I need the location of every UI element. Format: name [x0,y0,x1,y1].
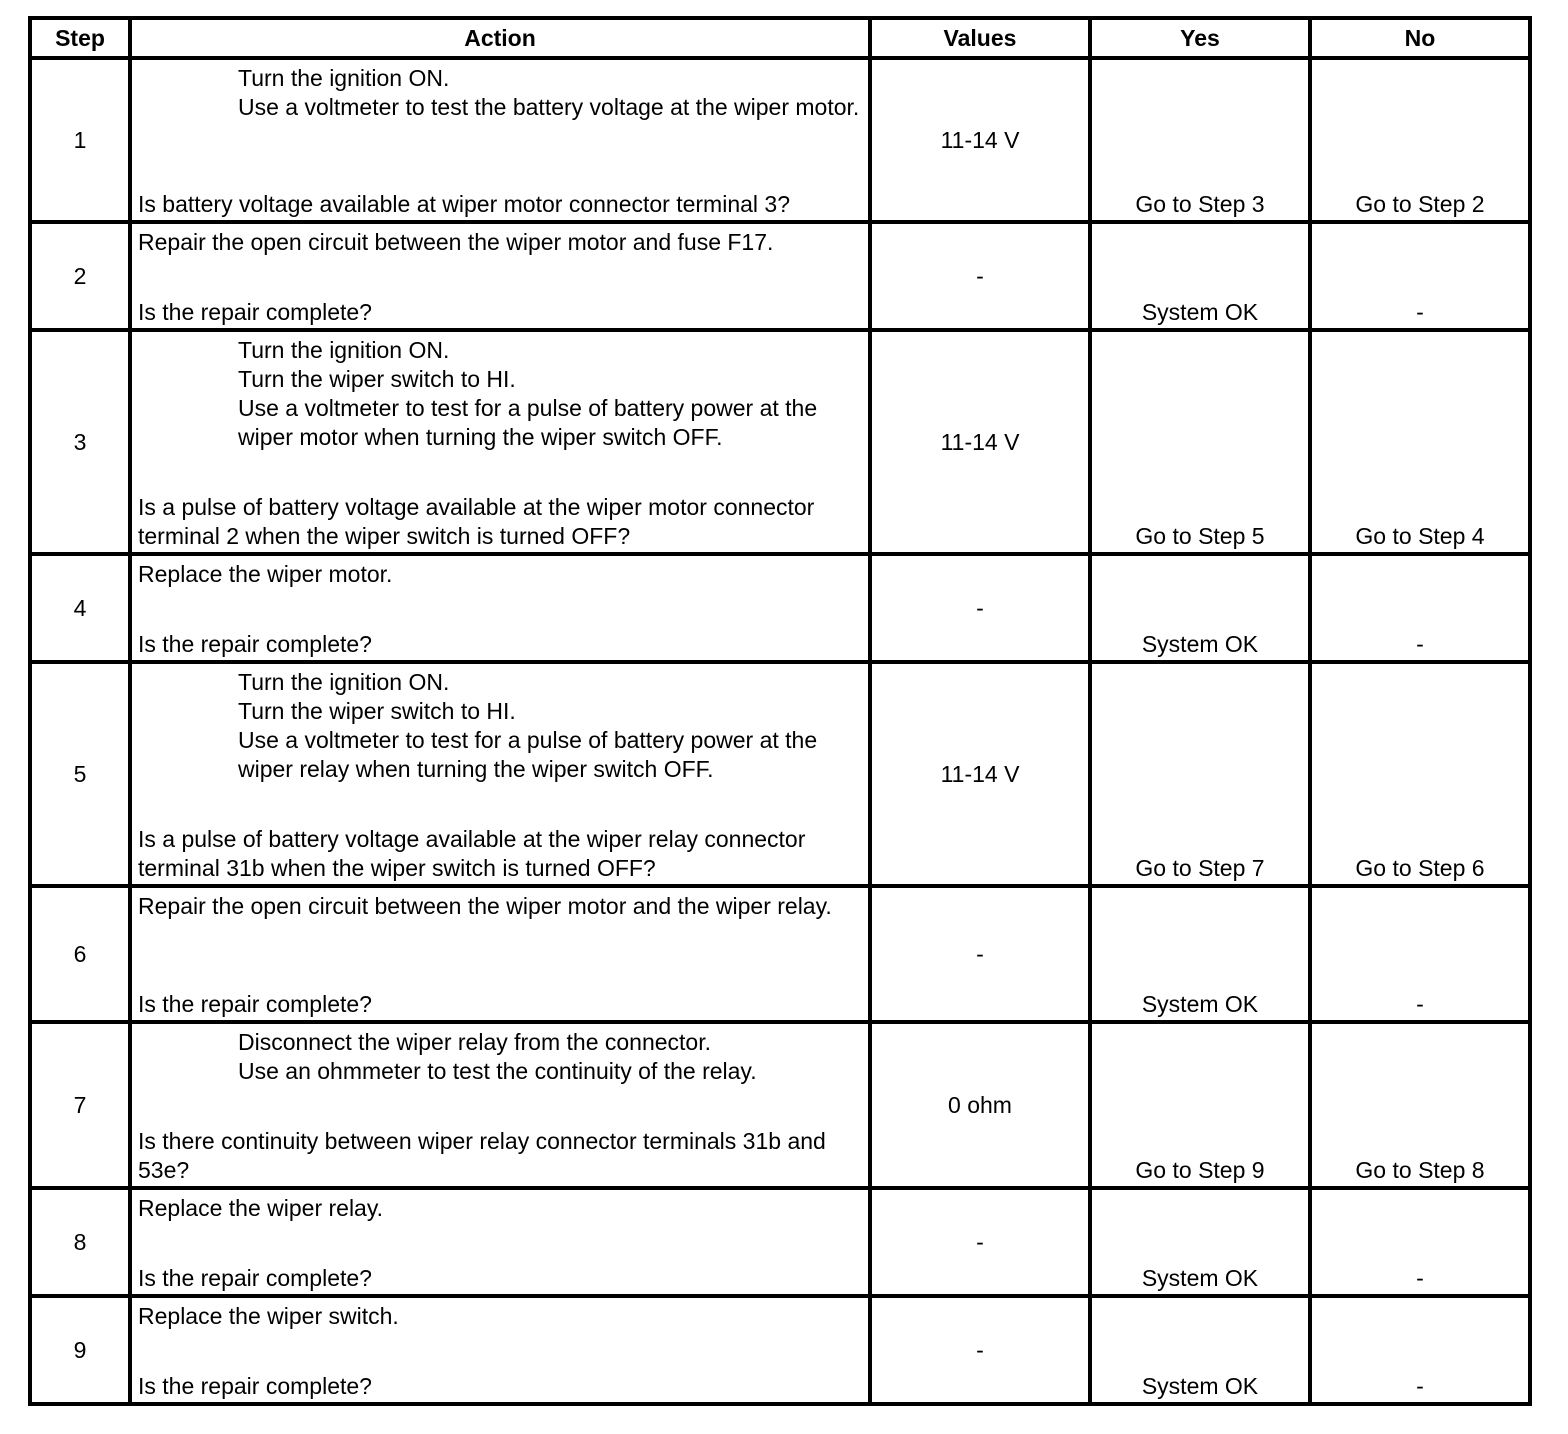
yes-cell [1090,1296,1310,1404]
action-content [132,556,868,660]
no-cell [1310,222,1530,330]
header-values: Values [870,18,1090,58]
values-cell: - [870,554,1090,662]
yes-outcome: Go to Step 3 [1135,191,1265,217]
table-body [30,58,1530,1404]
action-question: Is the repair complete? [138,1265,372,1291]
action-text: Replace the wiper switch. [138,1303,399,1329]
step-number: 1 [30,58,130,222]
no-outcome: Go to Step 6 [1355,855,1485,881]
action-question: Is the repair complete? [138,631,372,657]
table-row [30,1188,1530,1296]
action-text: Replace the wiper relay. [138,1195,384,1221]
step-number: 6 [30,886,130,1022]
action-question: Is the repair complete? [138,299,372,325]
no-cell [1310,1296,1530,1404]
action-cell [130,330,870,554]
table-row [30,1022,1530,1188]
action-content [132,1298,868,1402]
step-number: 4 [30,554,130,662]
action-cell [130,1022,870,1188]
no-outcome: - [1416,299,1424,325]
action-step-item: Turn the ignition ON. [238,65,450,91]
yes-cell [1090,1022,1310,1188]
yes-cell [1090,58,1310,222]
action-text: Repair the open circuit between the wiper motor and the wiper relay. [138,893,832,919]
action-cell [130,222,870,330]
action-question: Is the repair complete? [138,991,372,1017]
values-cell: - [870,886,1090,1022]
yes-outcome: System OK [1141,299,1259,325]
action-cell [130,886,870,1022]
step-number: 5 [30,662,130,886]
no-cell [1310,330,1530,554]
action-content [132,60,868,220]
no-cell [1310,886,1530,1022]
values-cell: 11-14 V [870,58,1090,222]
yes-outcome: System OK [1141,1373,1259,1399]
action-question: Is a pulse of battery voltage available at the wiper motor connector terminal 2 when the wiper switch is turned OFF? [138,494,815,549]
step-number: 7 [30,1022,130,1188]
no-outcome: Go to Step 2 [1355,191,1485,217]
table-row [30,554,1530,662]
action-step-item: Use a voltmeter to test for a pulse of battery power at the wiper relay when turning the wiper switch OFF. [238,727,818,782]
no-cell [1310,1188,1530,1296]
values-cell: 11-14 V [870,330,1090,554]
yes-outcome: Go to Step 7 [1135,855,1265,881]
no-outcome: - [1416,1373,1424,1399]
no-cell [1310,662,1530,886]
values-cell: - [870,1296,1090,1404]
values-cell: 11-14 V [870,662,1090,886]
yes-outcome: System OK [1141,991,1259,1017]
action-step-item: Turn the wiper switch to HI. [238,698,516,724]
action-instructions [138,892,864,921]
action-content [132,332,868,552]
no-outcome: - [1416,1265,1424,1291]
yes-outcome: Go to Step 9 [1135,1157,1265,1183]
no-outcome: Go to Step 8 [1355,1157,1485,1183]
action-cell [130,554,870,662]
action-cell [130,1188,870,1296]
header-no: No [1310,18,1530,58]
action-steps-list [138,336,864,452]
table-row [30,662,1530,886]
yes-outcome: System OK [1141,1265,1259,1291]
table-row [30,58,1530,222]
action-step-item: Disconnect the wiper relay from the connector. [238,1029,712,1055]
no-outcome: - [1416,631,1424,657]
header-row [30,18,1530,58]
action-step-item: Use an ohmmeter to test the continuity of the relay. [238,1058,757,1084]
action-content [132,224,868,328]
yes-cell [1090,662,1310,886]
action-step-item: Use a voltmeter to test the battery voltage at the wiper motor. [238,94,860,120]
action-question: Is a pulse of battery voltage available at the wiper relay connector terminal 31b when the wiper switch is turned OFF? [138,826,806,881]
action-content [132,1190,868,1294]
action-instructions [138,336,864,452]
action-cell [130,1296,870,1404]
no-cell [1310,1022,1530,1188]
action-step-item: Turn the ignition ON. [238,337,450,363]
action-content [132,1024,868,1186]
action-step-item: Use a voltmeter to test for a pulse of battery power at the wiper motor when turning the wiper switch OFF. [238,395,818,450]
action-instructions [138,1302,864,1331]
action-instructions [138,1194,864,1223]
action-instructions [138,560,864,589]
action-text: Replace the wiper motor. [138,561,393,587]
header-action: Action [130,18,870,58]
yes-outcome: System OK [1141,631,1259,657]
action-content [132,888,868,1020]
step-number: 8 [30,1188,130,1296]
action-cell [130,58,870,222]
action-text: Repair the open circuit between the wiper motor and fuse F17. [138,229,774,255]
no-outcome: - [1416,991,1424,1017]
step-number: 9 [30,1296,130,1404]
action-question: Is there continuity between wiper relay connector terminals 31b and 53e? [138,1128,826,1183]
action-cell [130,662,870,886]
yes-cell [1090,886,1310,1022]
yes-cell [1090,554,1310,662]
action-step-item: Turn the wiper switch to HI. [238,366,516,392]
action-steps-list [138,668,864,784]
action-question: Is the repair complete? [138,1373,372,1399]
yes-cell [1090,330,1310,554]
yes-cell [1090,1188,1310,1296]
action-content [132,664,868,884]
action-instructions [138,64,864,122]
action-instructions [138,668,864,784]
no-cell [1310,554,1530,662]
action-question: Is battery voltage available at wiper motor connector terminal 3? [138,191,790,217]
step-number: 3 [30,330,130,554]
no-cell [1310,58,1530,222]
action-step-item: Turn the ignition ON. [238,669,450,695]
table-row [30,330,1530,554]
table-row [30,886,1530,1022]
values-cell: - [870,222,1090,330]
values-cell: - [870,1188,1090,1296]
action-steps-list [138,64,864,122]
table-row [30,222,1530,330]
action-instructions [138,228,864,257]
action-steps-list [138,1028,864,1086]
yes-outcome: Go to Step 5 [1135,523,1265,549]
table-row [30,1296,1530,1404]
action-instructions [138,1028,864,1086]
diagnostic-table [28,16,1532,1406]
values-cell: 0 ohm [870,1022,1090,1188]
header-step: Step [30,18,130,58]
step-number: 2 [30,222,130,330]
no-outcome: Go to Step 4 [1355,523,1485,549]
header-yes: Yes [1090,18,1310,58]
yes-cell [1090,222,1310,330]
